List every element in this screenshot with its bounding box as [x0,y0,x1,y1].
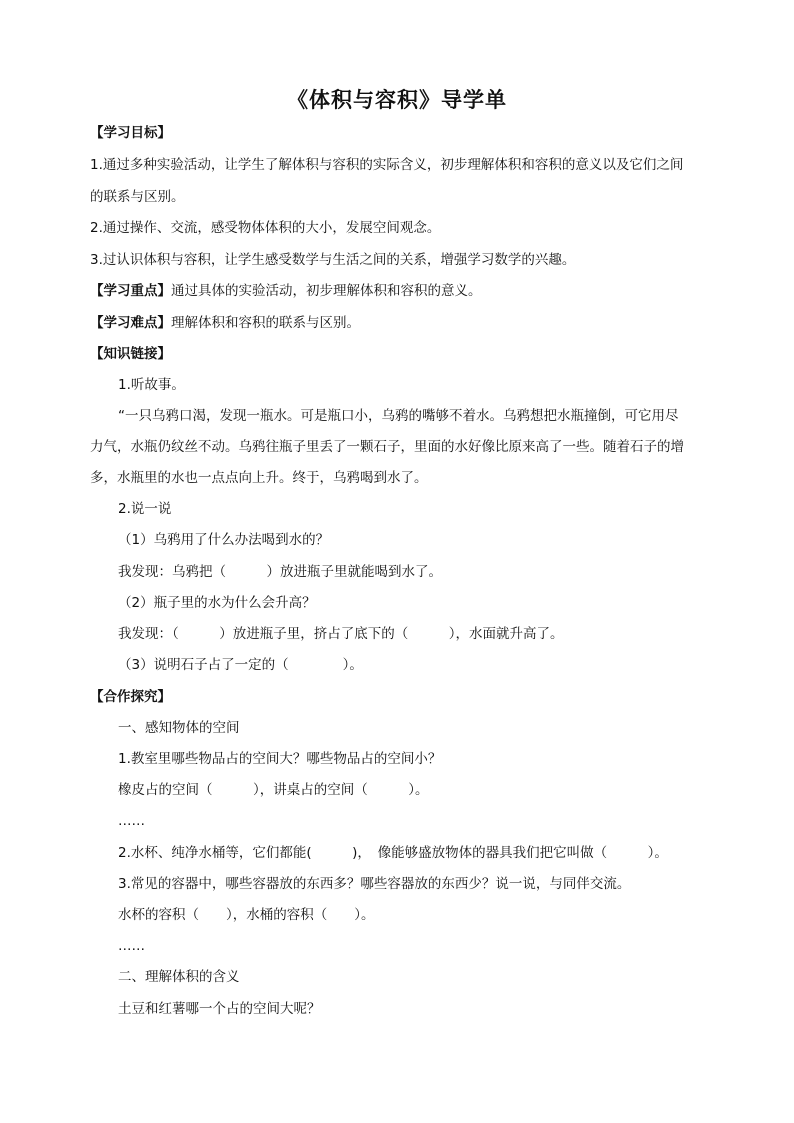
objectives-heading: 【学习目标】 [90,125,171,141]
question-2: （2）瓶子里的水为什么会升高？ [118,595,316,611]
answer-2: 我发现：（ ）放进瓶子里，挤占了底下的（ ），水面就升高了。 [118,626,564,642]
difficulty-text: 理解体积和容积的联系与区别。 [171,315,360,331]
answer-1: 我发现：乌鸦把（ ）放进瓶子里就能喝到水了。 [118,564,442,580]
keypoint-heading: 【学习重点】 [90,283,171,299]
objective-3: 3.过认识体积与容积，让学生感受数学与生活之间的关系，增强学习数学的兴趣。 [90,252,576,268]
part-1-answer-3: 水杯的容积（ ），水桶的容积（ ）。 [118,907,375,923]
coop-heading: 【合作探究】 [90,689,171,705]
part-1-question-1: 1.教室里哪些物品占的空间大？哪些物品占的空间小？ [118,751,442,767]
say-label: 2.说一说 [118,501,172,517]
story-line-1: “一只乌鸦口渴，发现一瓶水。可是瓶口小，乌鸦的嘴够不着水。乌鸦想把水瓶撞倒，可它用尽 [118,408,679,424]
story-line-2: 力气，水瓶仍纹丝不动。乌鸦往瓶子里丢了一颗石子，里面的水好像比原来高了一些。随着石子的增 [90,439,684,455]
part-1-title: 一、感知物体的空间 [118,720,240,736]
part-1-question-3: 3.常见的容器中，哪些容器放的东西多？哪些容器放的东西少？说一说，与同伴交流。 [118,876,631,892]
objective-1-line-1: 1.通过多种实验活动，让学生了解体积与容积的实际含义，初步理解体积和容积的意义以及它们之间 [90,157,684,173]
part-2-title: 二、理解体积的含义 [118,969,240,985]
ellipsis-1: …… [118,813,145,829]
ellipsis-2: …… [118,938,145,954]
question-1: （1）乌鸦用了什么办法喝到水的？ [118,532,330,548]
part-1-question-2: 2.水杯、纯净水桶等，它们都能( )， 像能够盛放物体的器具我们把它叫做（ ）。 [118,845,668,861]
part-2-question-1: 土豆和红薯哪一个占的空间大呢？ [118,1001,321,1017]
difficulty-paragraph [90,314,360,332]
keypoint-paragraph [90,282,482,300]
document-title: 《体积与容积》导学单 [287,87,507,112]
link-heading: 【知识链接】 [90,346,171,362]
part-1-answer-1: 橡皮占的空间（ ），讲桌占的空间（ ）。 [118,782,429,798]
question-3: （3）说明石子占了一定的（ ）。 [118,657,363,673]
keypoint-text: 通过具体的实验活动，初步理解体积和容积的意义。 [171,283,482,299]
story-label: 1.听故事。 [118,377,185,393]
objective-2: 2.通过操作、交流，感受物体体积的大小，发展空间观念。 [90,220,441,236]
objective-1-line-2: 的联系与区别。 [90,189,185,205]
difficulty-heading: 【学习难点】 [90,315,171,331]
story-line-3: 多，水瓶里的水也一点点向上升。终于，乌鸦喝到水了。 [90,470,428,486]
